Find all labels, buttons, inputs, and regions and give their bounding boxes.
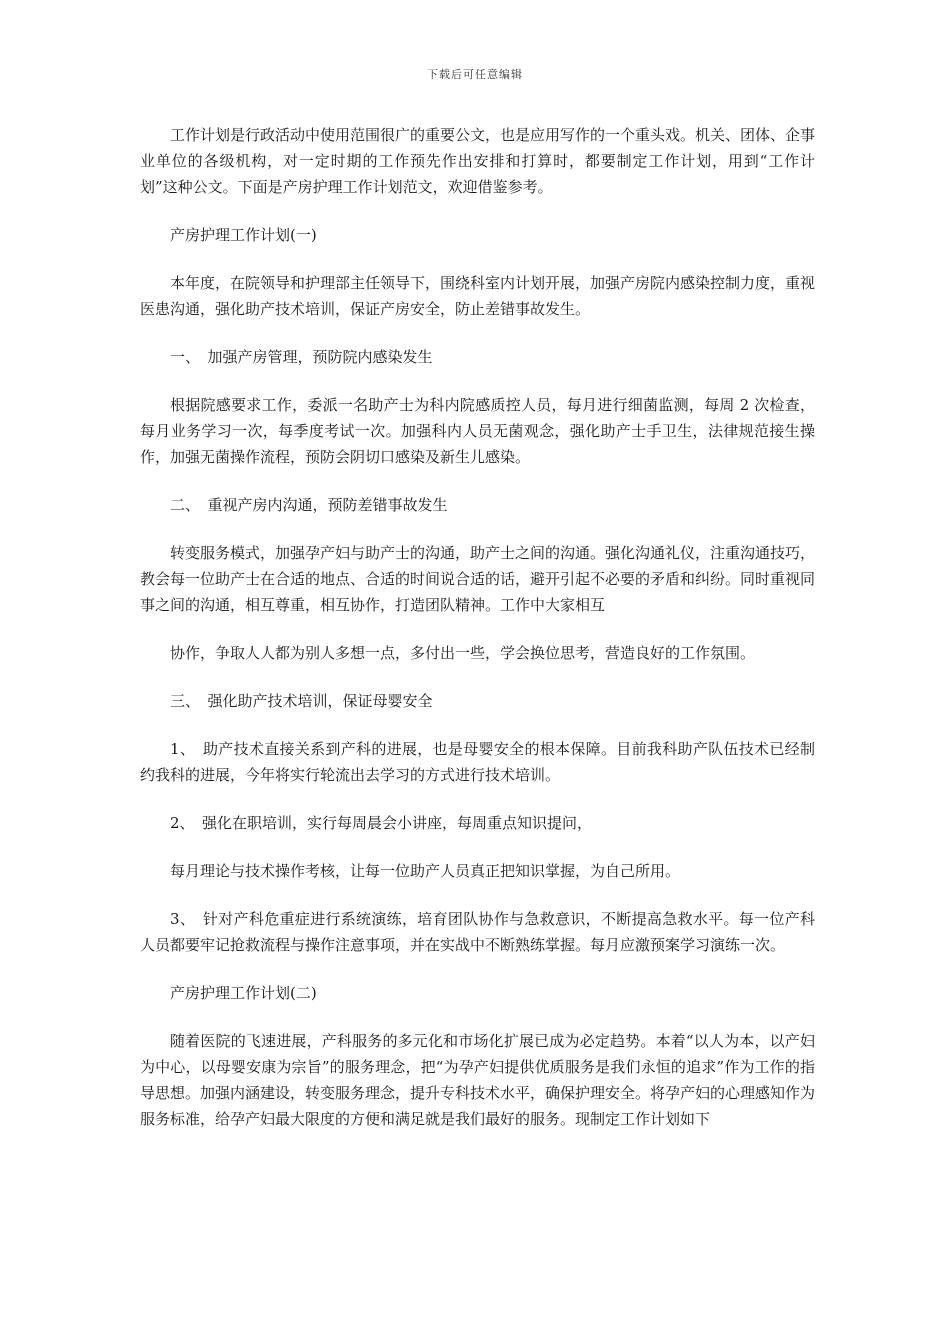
- heading-item-1: 一、 加强产房管理，预防院内感染发生: [170, 348, 433, 366]
- section-title-plan-2: 产房护理工作计划(二): [170, 984, 317, 1002]
- intro-paragraph: 工作计划是行政活动中使用范围很广的重要公文，也是应用写作的一个重头戏。机关、团体、企事业单位的各级机构，对一定时期的工作预先作出安排和打算时，都要制定工作计划，用到“工作计划”这种公文。下面是产房护理工作计划范文，欢迎借鉴参考。: [140, 126, 816, 196]
- item-3-point-2-paragraph: 2、 强化在职培训，实行每周晨会小讲座，每周重点知识提问，: [170, 814, 593, 832]
- plan-2-overview-paragraph: 随着医院的飞速进展，产科服务的多元化和市场化扩展已成为必定趋势。本着“以人为本，以产妇为中心，以母婴安康为宗旨”的服务理念，把“为孕产妇提供优质服务是我们永恒的追求”作为工作的指导思想。加强内涵建设，转变服务理念，提升专科技术水平，确保护理安全。将孕产妇的心理感知作为服务标准，给孕产妇最大限度的方便和满足就是我们最好的服务。现制定工作计划如下: [140, 1032, 816, 1128]
- item-1-paragraph: 根据院感要求工作，委派一名助产士为科内院感质控人员，每月进行细菌监测，每周 2 次检查，每月业务学习一次，每季度考试一次。加强科内人员无菌观念，强化助产士手卫生，法律规范接生操作，加强无菌操作流程，预防会阴切口感染及新生儿感染。: [140, 396, 815, 466]
- heading-item-3: 三、 强化助产技术培训，保证母婴安全: [170, 692, 433, 710]
- document-body: [140, 122, 815, 1154]
- item-3-point-3-paragraph: 3、 针对产科危重症进行系统演练，培育团队协作与急救意识，不断提高急救水平。每一位产科人员都要牢记抢救流程与操作注意事项，并在实战中不断熟练掌握。每月应激预案学习演练一次。: [140, 910, 815, 954]
- page-header-note: 下载后可任意编辑: [427, 68, 523, 81]
- section-title-plan-1: 产房护理工作计划(一): [170, 226, 317, 244]
- item-2-paragraph: 转变服务模式，加强孕产妇与助产士的沟通，助产士之间的沟通。强化沟通礼仪，注重沟通技巧，教会每一位助产士在合适的地点、合适的时间说合适的话，避开引起不必要的矛盾和纠纷。同时重视同事之间的沟通，相互尊重，相互协作，打造团队精神。工作中大家相互: [140, 544, 816, 614]
- heading-item-2: 二、 重视产房内沟通，预防差错事故发生: [170, 496, 448, 514]
- item-3-point-1-paragraph: 1、 助产技术直接关系到产科的进展，也是母婴安全的根本保障。目前我科助产队伍技术已经制约我科的进展，今年将实行轮流出去学习的方式进行技术培训。: [140, 740, 815, 784]
- plan-1-overview-paragraph: 本年度，在院领导和护理部主任领导下，围绕科室内计划开展，加强产房院内感染控制力度，重视医患沟通，强化助产技术培训，保证产房安全，防止差错事故发生。: [140, 274, 816, 318]
- item-2-continued-paragraph: 协作，争取人人都为别人多想一点，多付出一些，学会换位思考，营造良好的工作氛围。: [170, 644, 756, 662]
- item-3-point-2-continued-paragraph: 每月理论与技术操作考核，让每一位助产人员真正把知识掌握，为自己所用。: [170, 862, 681, 880]
